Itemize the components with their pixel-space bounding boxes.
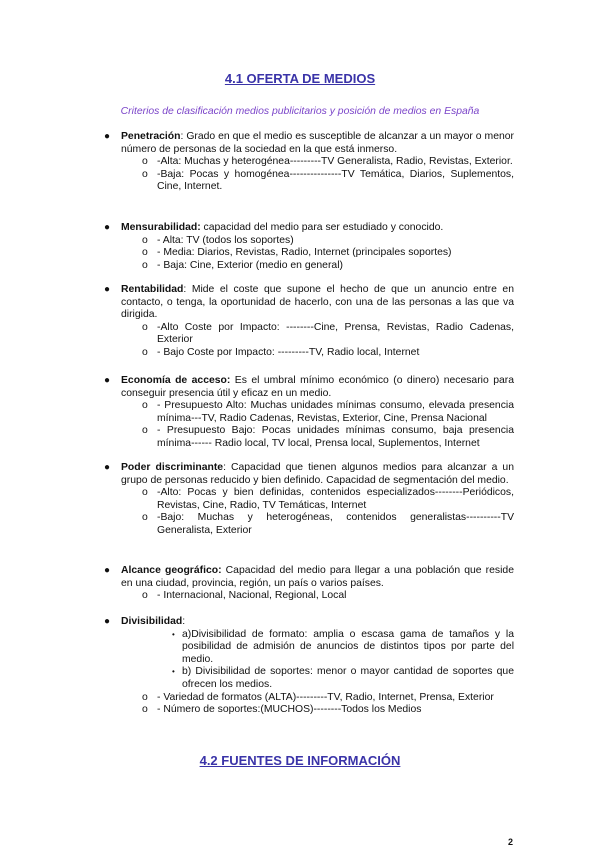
criterion-term: Rentabilidad bbox=[121, 284, 184, 295]
circle-bullet-icon: o bbox=[142, 400, 148, 412]
criterion-term: Divisibilidad bbox=[121, 616, 183, 627]
criterion-text: : bbox=[182, 616, 186, 627]
criterion-text: Es el umbral mínimo económico (o dinero) necesario para conseguir presencia útil y eficaz en un medio. bbox=[121, 375, 514, 399]
sub-item-text: - Variedad de formatos (ALTA)---------TV, Radio, Internet, Prensa, Exterior bbox=[157, 691, 494, 703]
sub-sub-item bbox=[121, 666, 514, 691]
criterion-poder-discriminante bbox=[104, 462, 514, 538]
square-bullet-icon: • bbox=[172, 629, 175, 639]
sub-sub-item-text: b) Divisibilidad de soportes: menor o mayor cantidad de soportes que ofrecen los medios. bbox=[182, 666, 514, 690]
circle-bullet-icon: o bbox=[142, 425, 148, 437]
sub-item bbox=[121, 704, 514, 717]
bullet-icon: ● bbox=[104, 616, 111, 627]
sub-item-text: - Número de soportes:(MUCHOS)--------Todos los Medios bbox=[157, 704, 422, 716]
square-bullet-icon: • bbox=[172, 667, 175, 677]
bullet-icon: ● bbox=[104, 565, 111, 576]
criterion-penetracion bbox=[104, 131, 514, 194]
criterion-alcance-geografico bbox=[104, 565, 514, 603]
circle-bullet-icon: o bbox=[142, 321, 148, 333]
sub-item bbox=[121, 235, 514, 248]
section-title-oferta: 4.1 OFERTA DE MEDIOS bbox=[224, 71, 376, 86]
sub-item-text: -Alta: Muchas y heterogénea---------TV Generalista, Radio, Revistas, Exterior. bbox=[157, 156, 513, 168]
criterion-text: Capacidad del medio para llegar a una población que reside en una ciudad, provincia, región, un país o varios países. bbox=[121, 565, 514, 589]
sub-item-text: -Baja: Pocas y homogénea---------------TV Temática, Diarios, Suplementos, Cine, Internet. bbox=[157, 168, 514, 193]
criterion-term: Alcance geográfico: bbox=[121, 565, 222, 576]
criterion-term: Economía de acceso: bbox=[121, 375, 231, 386]
sub-item-text: - Baja: Cine, Exterior (medio en general) bbox=[157, 259, 343, 271]
sub-item bbox=[121, 487, 514, 512]
bullet-icon: ● bbox=[104, 131, 111, 142]
bullet-icon: ● bbox=[104, 222, 111, 233]
sub-item bbox=[121, 260, 514, 273]
sub-sub-item-text: a)Divisibilidad de formato: amplia o escasa gama de tamaños y la posibilidad de admisión de anuncios de distintos tipos por parte del medio. bbox=[182, 628, 514, 665]
circle-bullet-icon: o bbox=[142, 590, 148, 602]
criterion-text: : Mide el coste que supone el hecho de que un anuncio entre en contacto, o tenga, la oportunidad de hacerlo, con una de las personas a las que va dirigida. bbox=[121, 284, 514, 321]
sub-item bbox=[121, 512, 514, 537]
criterion-economia-de-acceso bbox=[104, 375, 514, 451]
sub-item-text: - Alta: TV (todos los soportes) bbox=[157, 234, 294, 246]
circle-bullet-icon: o bbox=[142, 168, 148, 180]
circle-bullet-icon: o bbox=[142, 247, 148, 259]
sub-item-text: -Alto: Pocas y bien definidas, contenidos especializados--------Periódicos, Revistas, Cine, Radio, TV Temáticas, Internet bbox=[157, 487, 514, 511]
bullet-icon: ● bbox=[104, 284, 111, 295]
criterion-text: : Grado en que el medio es susceptible de alcanzar a un mayor o menor número de personas de la sociedad en la que está inmerso. bbox=[121, 131, 514, 155]
sub-item-text: - Presupuesto Bajo: Pocas unidades mínimas consumo, baja presencia mínima------ Radio local, TV local, Prensa local, Suplementos, Internet bbox=[157, 425, 514, 449]
sub-item bbox=[121, 425, 514, 450]
sub-item bbox=[121, 247, 514, 260]
sub-item-text: - Presupuesto Alto: Muchas unidades mínimas consumo, elevada presencia mínima---TV, Radio Cadenas, Revistas, Exterior, Cine, Prensa Nacional bbox=[157, 400, 514, 424]
bullet-icon: ● bbox=[104, 375, 111, 386]
sub-item-text: - Internacional, Nacional, Regional, Local bbox=[157, 590, 347, 602]
page-number: 2 bbox=[508, 837, 514, 847]
section-title-fuentes: 4.2 FUENTES DE INFORMACIÓN bbox=[199, 753, 401, 768]
criterion-term: Mensurabilidad: bbox=[121, 222, 201, 233]
sub-item bbox=[121, 590, 514, 603]
sub-item-text: -Bajo: Muchas y heterogéneas, contenidos generalistas----------TV Generalista, Exterior bbox=[157, 512, 514, 536]
sub-sub-item bbox=[121, 629, 514, 667]
sub-item-text: - Media: Diarios, Revistas, Radio, Internet (principales soportes) bbox=[157, 247, 452, 259]
sub-item-text: - Bajo Coste por Impacto: ---------TV, Radio local, Internet bbox=[157, 346, 420, 358]
circle-bullet-icon: o bbox=[142, 259, 148, 271]
criterion-term: Poder discriminante bbox=[121, 462, 224, 473]
circle-bullet-icon: o bbox=[142, 512, 148, 524]
criterion-text: : Capacidad que tienen algunos medios para alcanzar a un grupo de personas reducido y bien definido. Capacidad de segmentación del medio. bbox=[121, 462, 514, 486]
circle-bullet-icon: o bbox=[142, 156, 148, 168]
criterion-text: capacidad del medio para ser estudiado y conocido. bbox=[200, 222, 444, 233]
circle-bullet-icon: o bbox=[142, 234, 148, 246]
criterion-divisibilidad bbox=[104, 616, 514, 717]
criterion-rentabilidad bbox=[104, 284, 514, 360]
sub-item bbox=[121, 400, 514, 425]
subtitle: Criterios de clasificación medios publicitarios y posición de medios en España bbox=[120, 106, 480, 117]
sub-item bbox=[121, 692, 514, 705]
bullet-icon: ● bbox=[104, 462, 111, 473]
circle-bullet-icon: o bbox=[142, 346, 148, 358]
criterion-mensurabilidad bbox=[104, 222, 514, 272]
sub-item bbox=[121, 169, 514, 194]
circle-bullet-icon: o bbox=[142, 691, 148, 703]
sub-item bbox=[121, 156, 514, 169]
criterion-term: Penetración bbox=[121, 131, 181, 142]
sub-item bbox=[121, 347, 514, 360]
circle-bullet-icon: o bbox=[142, 704, 148, 716]
sub-item bbox=[121, 322, 514, 347]
circle-bullet-icon: o bbox=[142, 487, 148, 499]
sub-item-text: -Alto Coste por Impacto: --------Cine, Prensa, Revistas, Radio Cadenas, Exterior bbox=[157, 321, 514, 346]
